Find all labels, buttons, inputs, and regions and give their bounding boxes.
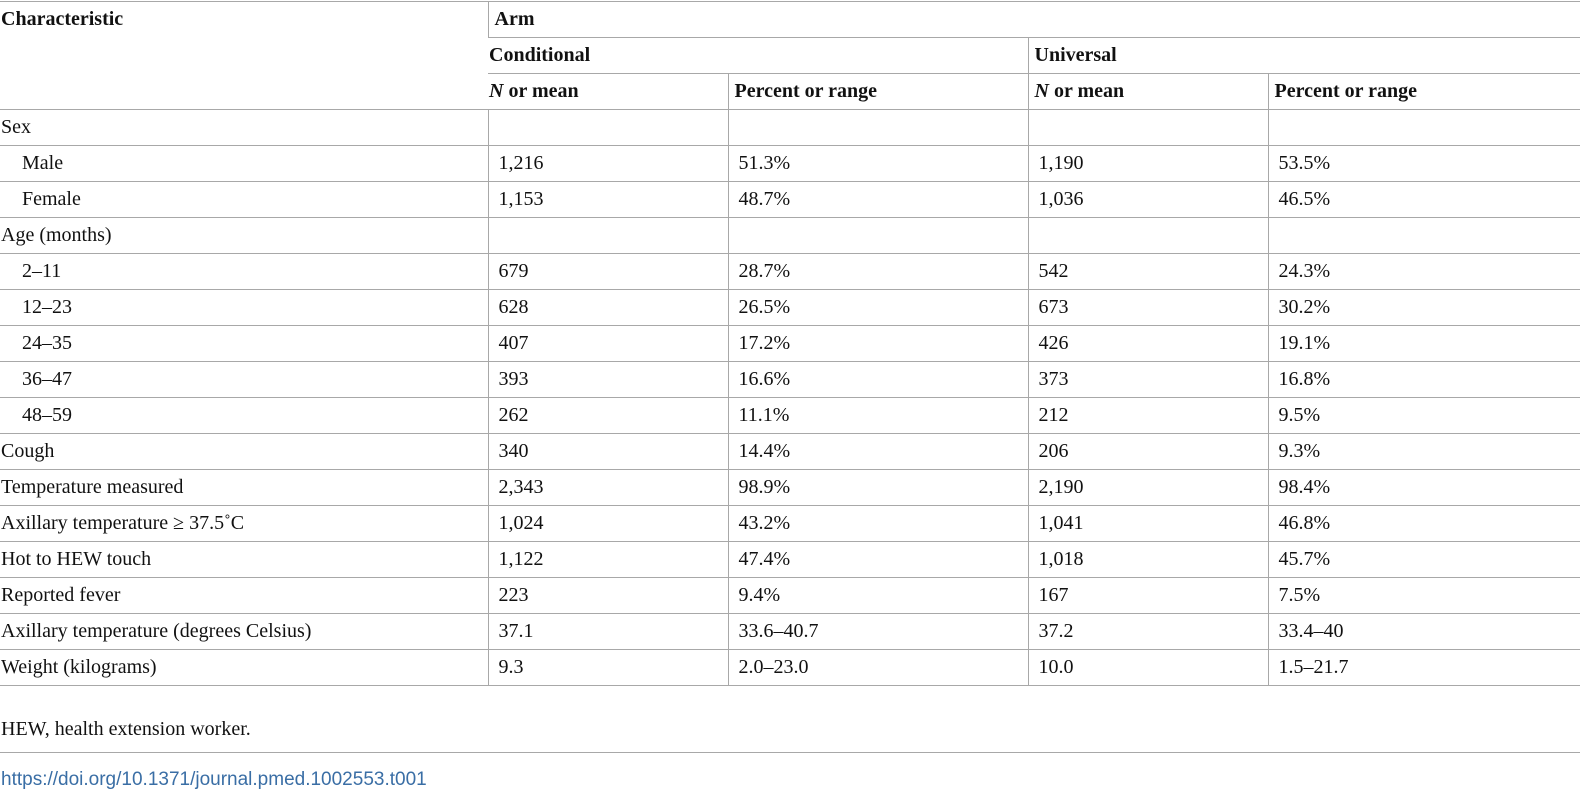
universal-n-or-mean-cell [1028, 110, 1268, 146]
conditional-n-or-mean-cell: 393 [488, 362, 728, 398]
conditional-percent-or-range-cell: 43.2% [728, 506, 1028, 542]
table-row [0, 650, 1580, 686]
table-footnote: HEW, health extension worker. [1, 718, 251, 740]
conditional-percent-or-range-cell: 9.4% [728, 578, 1028, 614]
universal-percent-or-range-cell: 7.5% [1268, 578, 1580, 614]
doi-link[interactable]: https://doi.org/10.1371/journal.pmed.1002553.t001 [1, 769, 427, 790]
conditional-n-or-mean-cell: 1,024 [488, 506, 728, 542]
header-conditional-percent-or-range: Percent or range [728, 74, 1028, 110]
universal-percent-or-range-cell: 16.8% [1268, 362, 1580, 398]
universal-percent-or-range-cell: 98.4% [1268, 470, 1580, 506]
row-label-cell: Sex [0, 110, 488, 146]
table-row [0, 614, 1580, 650]
conditional-n-or-mean-cell: 340 [488, 434, 728, 470]
row-label-cell: Axillary temperature ≥ 37.5˚C [0, 506, 488, 542]
conditional-percent-or-range-cell [728, 218, 1028, 254]
conditional-percent-or-range-cell: 26.5% [728, 290, 1028, 326]
universal-n-or-mean-cell: 10.0 [1028, 650, 1268, 686]
conditional-percent-or-range-cell: 17.2% [728, 326, 1028, 362]
conditional-n-or-mean-cell [488, 110, 728, 146]
header-row-1 [0, 2, 1580, 38]
characteristics-table [0, 1, 1580, 686]
conditional-n-or-mean-cell: 1,216 [488, 146, 728, 182]
conditional-percent-or-range-cell: 51.3% [728, 146, 1028, 182]
row-label-cell: 12–23 [0, 290, 488, 326]
table-row [0, 542, 1580, 578]
conditional-n-or-mean-cell: 2,343 [488, 470, 728, 506]
conditional-percent-or-range-cell: 14.4% [728, 434, 1028, 470]
conditional-n-or-mean-cell: 628 [488, 290, 728, 326]
universal-percent-or-range-cell: 33.4–40 [1268, 614, 1580, 650]
universal-n-or-mean-cell: 1,041 [1028, 506, 1268, 542]
table-header [0, 2, 1580, 110]
row-label-cell: Weight (kilograms) [0, 650, 488, 686]
universal-percent-or-range-cell [1268, 110, 1580, 146]
table-row [0, 254, 1580, 290]
universal-percent-or-range-cell: 46.8% [1268, 506, 1580, 542]
table-row [0, 146, 1580, 182]
table-row [0, 362, 1580, 398]
conditional-percent-or-range-cell [728, 110, 1028, 146]
universal-n-or-mean-cell: 373 [1028, 362, 1268, 398]
universal-n-or-mean-cell: 212 [1028, 398, 1268, 434]
table-row [0, 182, 1580, 218]
conditional-percent-or-range-cell: 33.6–40.7 [728, 614, 1028, 650]
header-universal-percent-or-range: Percent or range [1268, 74, 1580, 110]
universal-percent-or-range-cell: 53.5% [1268, 146, 1580, 182]
conditional-percent-or-range-cell: 48.7% [728, 182, 1028, 218]
row-label-cell: Age (months) [0, 218, 488, 254]
conditional-n-or-mean-cell: 1,153 [488, 182, 728, 218]
footer-divider [0, 752, 1580, 753]
header-universal-n-or-mean: N or mean [1028, 74, 1268, 110]
universal-n-or-mean-cell: 542 [1028, 254, 1268, 290]
table-body [0, 110, 1580, 686]
conditional-percent-or-range-cell: 47.4% [728, 542, 1028, 578]
row-label-cell: 24–35 [0, 326, 488, 362]
table-row [0, 578, 1580, 614]
universal-percent-or-range-cell: 19.1% [1268, 326, 1580, 362]
row-label-cell: Axillary temperature (degrees Celsius) [0, 614, 488, 650]
table-row [0, 326, 1580, 362]
row-label-cell: Reported fever [0, 578, 488, 614]
universal-n-or-mean-cell: 1,018 [1028, 542, 1268, 578]
universal-percent-or-range-cell: 9.5% [1268, 398, 1580, 434]
universal-percent-or-range-cell: 45.7% [1268, 542, 1580, 578]
conditional-percent-or-range-cell: 16.6% [728, 362, 1028, 398]
conditional-n-or-mean-cell: 1,122 [488, 542, 728, 578]
header-conditional-n-or-mean: N or mean [488, 74, 728, 110]
table-row [0, 218, 1580, 254]
conditional-percent-or-range-cell: 2.0–23.0 [728, 650, 1028, 686]
conditional-n-or-mean-cell [488, 218, 728, 254]
row-label-cell: Cough [0, 434, 488, 470]
table-row [0, 110, 1580, 146]
conditional-n-or-mean-cell: 679 [488, 254, 728, 290]
row-label-cell: Hot to HEW touch [0, 542, 488, 578]
conditional-n-or-mean-cell: 37.1 [488, 614, 728, 650]
conditional-percent-or-range-cell: 28.7% [728, 254, 1028, 290]
row-label-cell: 2–11 [0, 254, 488, 290]
universal-n-or-mean-cell: 1,036 [1028, 182, 1268, 218]
table-row [0, 398, 1580, 434]
universal-percent-or-range-cell: 9.3% [1268, 434, 1580, 470]
header-universal: Universal [1028, 38, 1580, 74]
universal-n-or-mean-cell: 2,190 [1028, 470, 1268, 506]
row-label-cell: Male [0, 146, 488, 182]
universal-percent-or-range-cell: 30.2% [1268, 290, 1580, 326]
universal-n-or-mean-cell: 37.2 [1028, 614, 1268, 650]
universal-n-or-mean-cell: 167 [1028, 578, 1268, 614]
conditional-n-or-mean-cell: 407 [488, 326, 728, 362]
universal-n-or-mean-cell: 673 [1028, 290, 1268, 326]
header-arm: Arm [488, 2, 1580, 38]
conditional-n-or-mean-cell: 223 [488, 578, 728, 614]
conditional-percent-or-range-cell: 98.9% [728, 470, 1028, 506]
conditional-n-or-mean-cell: 262 [488, 398, 728, 434]
universal-percent-or-range-cell [1268, 218, 1580, 254]
header-conditional: Conditional [488, 38, 1028, 74]
header-characteristic: Characteristic [0, 2, 488, 110]
universal-n-or-mean-cell [1028, 218, 1268, 254]
universal-percent-or-range-cell: 46.5% [1268, 182, 1580, 218]
universal-n-or-mean-cell: 426 [1028, 326, 1268, 362]
conditional-percent-or-range-cell: 11.1% [728, 398, 1028, 434]
universal-percent-or-range-cell: 1.5–21.7 [1268, 650, 1580, 686]
row-label-cell: 36–47 [0, 362, 488, 398]
universal-percent-or-range-cell: 24.3% [1268, 254, 1580, 290]
table-row [0, 290, 1580, 326]
row-label-cell: Female [0, 182, 488, 218]
table-row [0, 470, 1580, 506]
universal-n-or-mean-cell: 206 [1028, 434, 1268, 470]
conditional-n-or-mean-cell: 9.3 [488, 650, 728, 686]
table-row [0, 434, 1580, 470]
row-label-cell: Temperature measured [0, 470, 488, 506]
row-label-cell: 48–59 [0, 398, 488, 434]
table-row [0, 506, 1580, 542]
universal-n-or-mean-cell: 1,190 [1028, 146, 1268, 182]
